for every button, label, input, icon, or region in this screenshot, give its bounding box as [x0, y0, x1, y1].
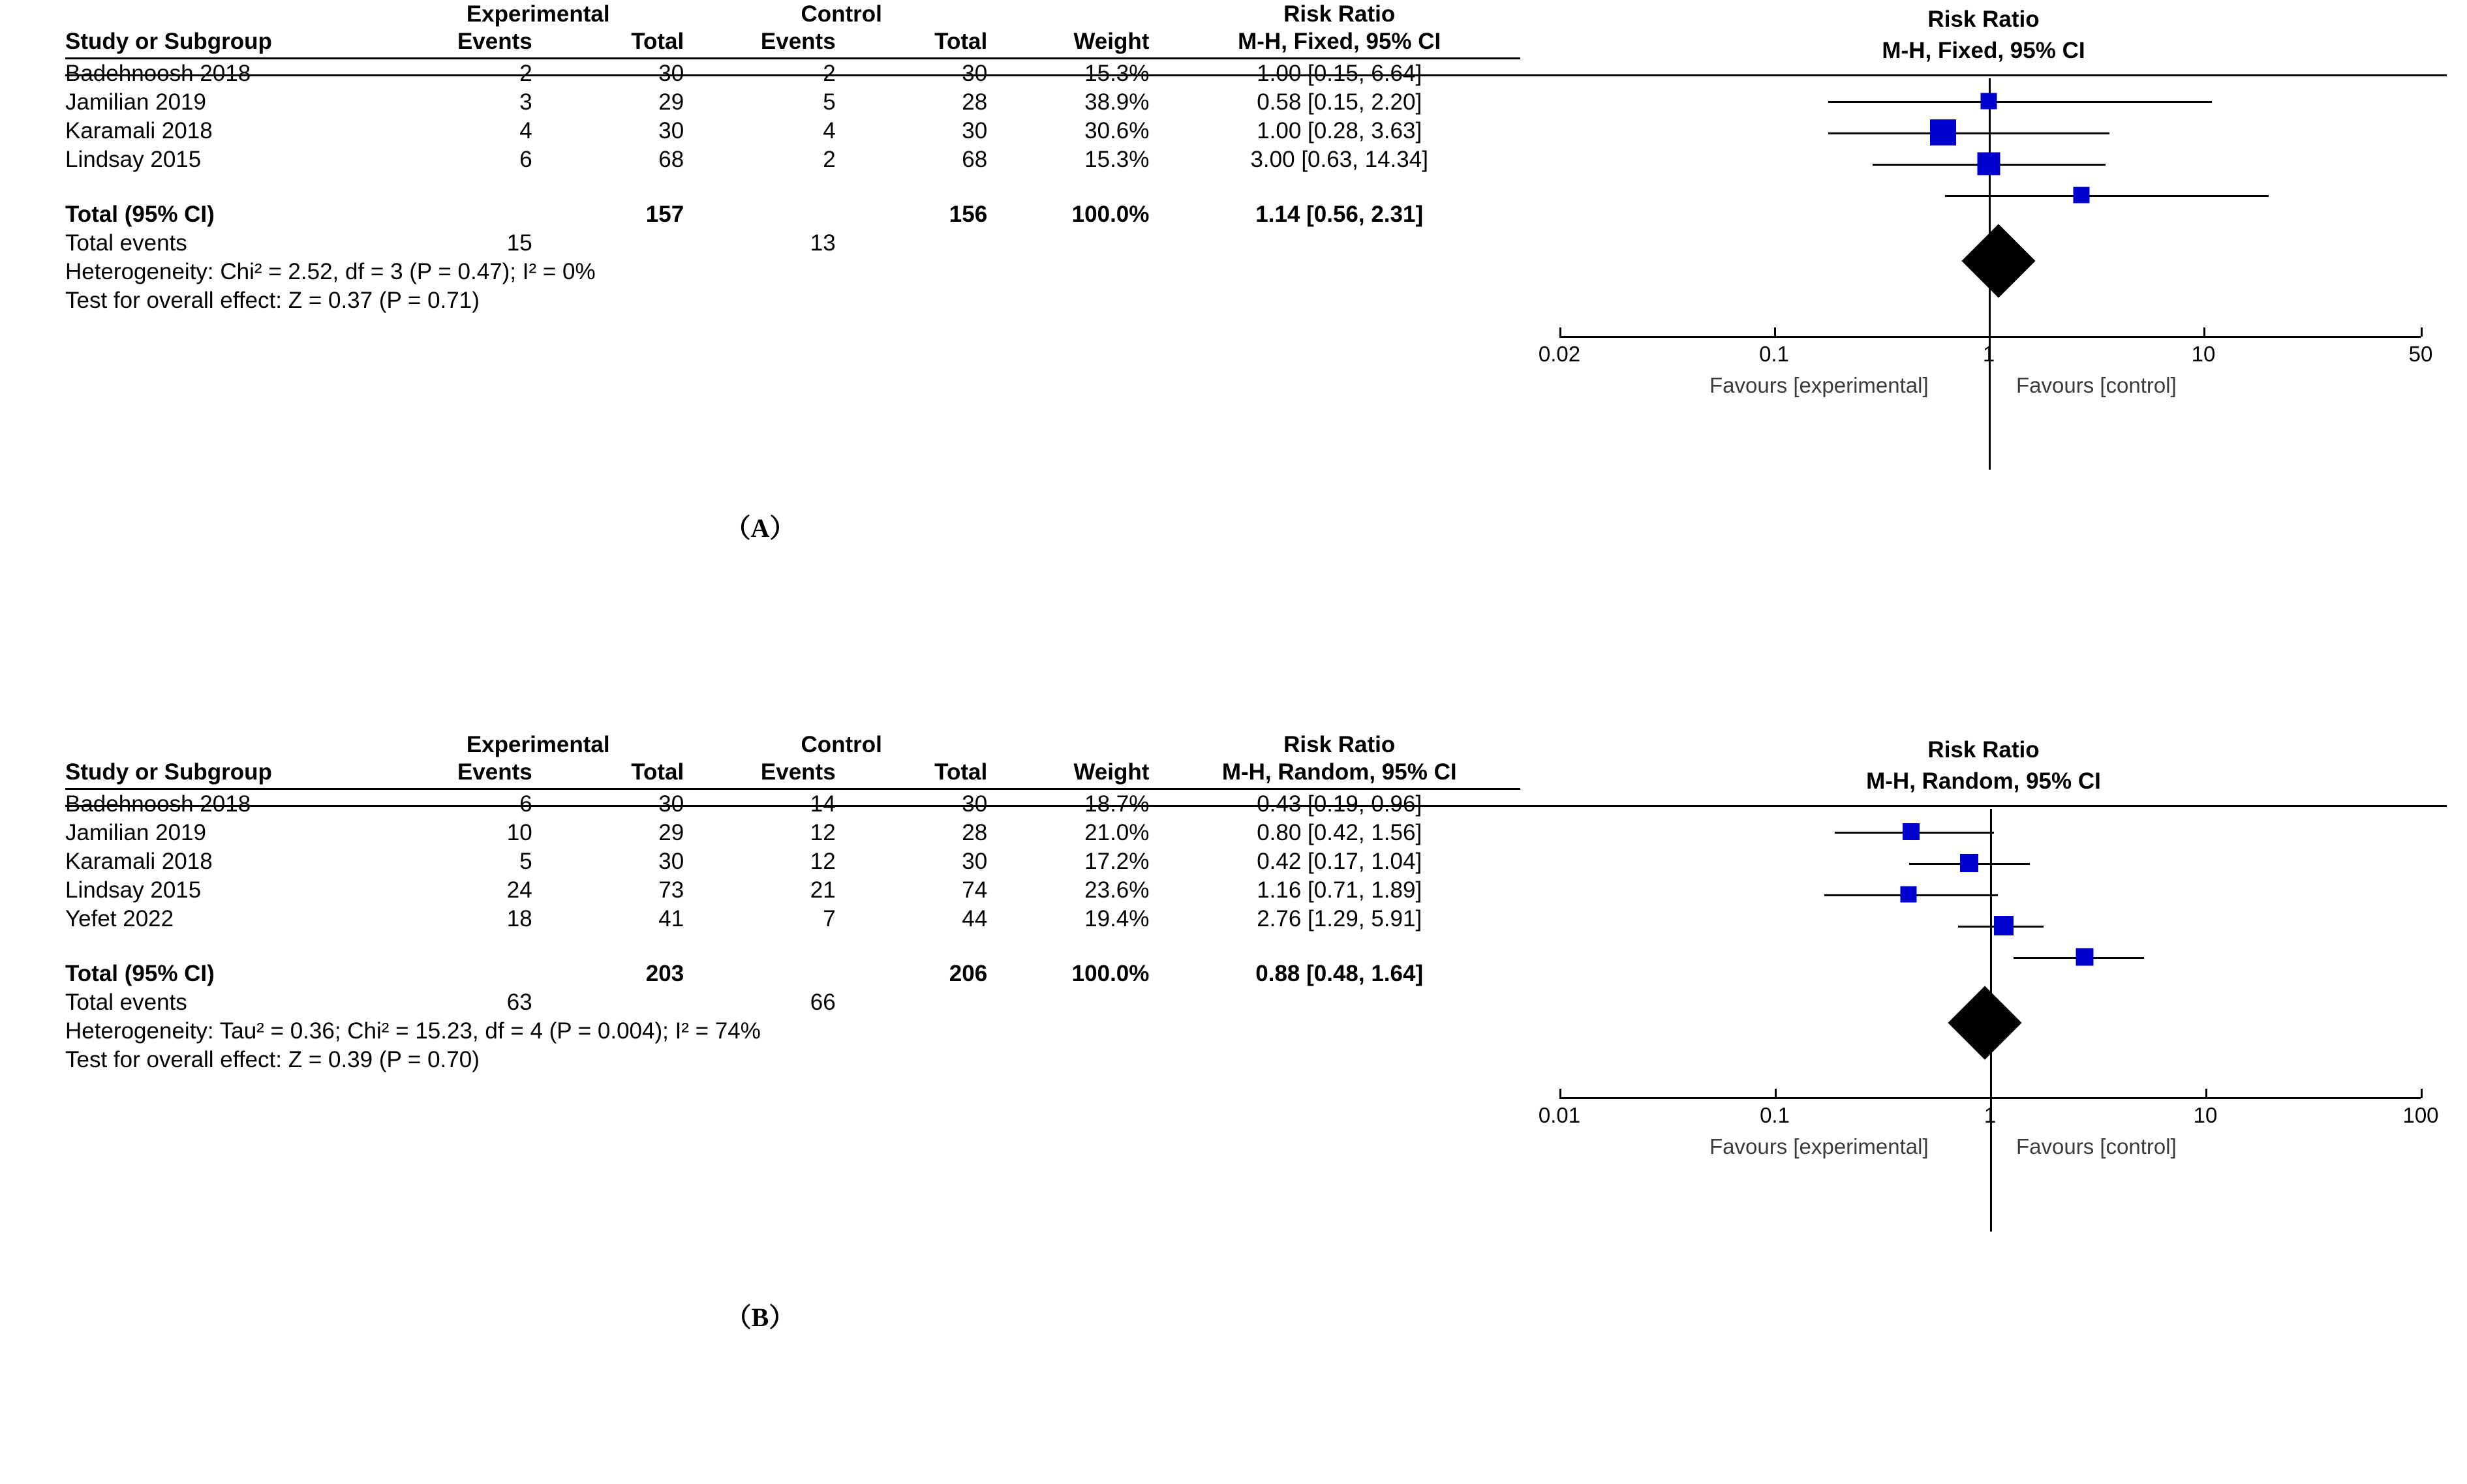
events-control: 12	[810, 820, 836, 845]
blank-cell	[999, 0, 1158, 27]
axis-tick	[2205, 1089, 2207, 1098]
study-name: Lindsay 2015	[65, 147, 202, 172]
total-experimental: 30	[658, 118, 684, 144]
total-events-label: Total events	[65, 990, 187, 1015]
total-control: 30	[962, 61, 988, 86]
events-experimental: 6	[519, 791, 532, 817]
weight: 15.3%	[1084, 147, 1150, 172]
weight: 17.2%	[1084, 849, 1150, 874]
col-total2-a: Total	[848, 27, 999, 59]
total-experimental: 30	[658, 849, 684, 874]
total-control: 74	[962, 877, 988, 903]
blank-cell	[848, 229, 999, 258]
blank-cell	[848, 988, 999, 1017]
total-effect-ci: 0.88 [0.48, 1.64]	[1255, 961, 1424, 986]
axis-tick-label: 0.01	[1538, 1103, 1581, 1127]
total-experimental: 73	[658, 877, 684, 903]
effect-ci: 1.00 [0.15, 6.64]	[1257, 61, 1422, 86]
effect-ci: 0.80 [0.42, 1.56]	[1257, 820, 1422, 845]
col-study-a: Study or Subgroup	[65, 27, 392, 59]
total-weight: 100.0%	[1071, 961, 1150, 986]
col-events2-b: Events	[696, 758, 847, 789]
graph-subtitle-b: M-H, Random, 95% CI	[1866, 768, 2101, 794]
blank-cell	[999, 731, 1158, 758]
total-events-label: Total events	[65, 230, 187, 256]
effect-box	[1903, 823, 1920, 840]
summary-diamond-a	[1961, 224, 2035, 297]
overall-effect-row-b	[65, 1046, 1520, 1074]
favours-control-b: Favours [control]	[2016, 1134, 2177, 1158]
table-row	[65, 905, 1520, 933]
blank-cell	[999, 988, 1158, 1017]
effect-ci: 1.16 [0.71, 1.89]	[1257, 877, 1422, 903]
total-effect-ci: 1.14 [0.56, 2.31]	[1255, 202, 1424, 227]
col-events1-b: Events	[392, 758, 544, 789]
axis-tick	[2421, 1089, 2423, 1098]
forest-graph-b	[1520, 731, 2447, 1370]
effect-box	[1994, 916, 2014, 935]
events-experimental: 2	[519, 61, 532, 86]
col-events2-a: Events	[696, 27, 847, 59]
axis-tick-label: 1	[1984, 1103, 1997, 1127]
table-row	[65, 789, 1520, 819]
total-events-experimental: 63	[506, 990, 532, 1015]
weight: 30.6%	[1084, 118, 1150, 144]
data-table-b	[65, 731, 1520, 1074]
ci-line	[1828, 101, 2212, 103]
table-row	[65, 59, 1520, 89]
total-control: 30	[962, 849, 988, 874]
blank-cell	[65, 731, 392, 758]
study-name: Lindsay 2015	[65, 877, 202, 903]
events-experimental: 18	[506, 906, 532, 931]
effect-title-b: Risk Ratio	[1283, 732, 1396, 757]
group-control-label: Control	[801, 732, 882, 757]
total-experimental: 41	[658, 906, 684, 931]
col-total2-b: Total	[848, 758, 999, 789]
axis-tick	[1774, 327, 1776, 337]
blank-cell	[544, 229, 696, 258]
table-row	[65, 876, 1520, 905]
ci-line	[1828, 132, 2109, 134]
total-events-control: 66	[810, 990, 836, 1015]
axis-tick-label: 100	[2402, 1103, 2439, 1127]
effect-box	[1981, 93, 1997, 110]
events-experimental: 5	[519, 849, 532, 874]
group-header-row-b	[65, 731, 1520, 758]
effect-ci: 3.00 [0.63, 14.34]	[1250, 147, 1428, 172]
total-events-row-b	[65, 988, 1520, 1017]
events-control: 21	[810, 877, 836, 903]
total-row-a	[65, 200, 1520, 229]
axis-tick	[2203, 327, 2205, 337]
total-control: 28	[962, 89, 988, 115]
study-name: Karamali 2018	[65, 849, 213, 874]
effect-ci: 2.76 [1.29, 5.91]	[1257, 906, 1422, 931]
total-control: 44	[962, 906, 988, 931]
total-experimental: 29	[658, 820, 684, 845]
weight: 23.6%	[1084, 877, 1150, 903]
effect-ci: 0.43 [0.19, 0.96]	[1257, 791, 1422, 817]
events-control: 12	[810, 849, 836, 874]
blank-cell	[65, 0, 392, 27]
total-experimental: 203	[645, 961, 684, 986]
events-control: 7	[823, 906, 836, 931]
effect-box	[1960, 854, 1978, 872]
total-experimental: 157	[645, 202, 684, 227]
forest-graph-a	[1520, 0, 2447, 574]
total-events-control: 13	[810, 230, 836, 256]
total-experimental: 30	[658, 61, 684, 86]
effect-box	[1901, 886, 1917, 903]
total-label: Total (95% CI)	[65, 202, 215, 227]
events-experimental: 10	[506, 820, 532, 845]
events-experimental: 6	[519, 147, 532, 172]
column-header-row-b	[65, 758, 1520, 789]
events-control: 4	[823, 118, 836, 144]
heterogeneity-text-a: Heterogeneity: Chi² = 2.52, df = 3 (P = 0.47); I² = 0%	[65, 259, 596, 284]
forest-plot-a	[0, 0, 2467, 574]
blank-cell	[999, 229, 1158, 258]
effect-ci: 0.42 [0.17, 1.04]	[1257, 849, 1422, 874]
header-rule-b	[65, 805, 2447, 807]
group-header-row-a	[65, 0, 1520, 27]
effect-title-a: Risk Ratio	[1283, 1, 1396, 27]
spacer-row	[65, 174, 1520, 200]
total-experimental: 30	[658, 791, 684, 817]
total-control: 68	[962, 147, 988, 172]
table-row	[65, 88, 1520, 117]
heterogeneity-row-a	[65, 258, 1520, 286]
study-name: Karamali 2018	[65, 118, 213, 144]
events-experimental: 3	[519, 89, 532, 115]
blank-cell	[696, 960, 847, 988]
blank-cell	[392, 200, 544, 229]
forest-plot-b	[0, 731, 2467, 1370]
axis-tick	[1990, 1089, 1992, 1098]
heterogeneity-row-b	[65, 1017, 1520, 1046]
panel-label-a: （A）	[724, 513, 796, 543]
blank-cell	[544, 988, 696, 1017]
summary-diamond-b	[1948, 986, 2021, 1059]
graph-title-a: Risk Ratio	[1927, 7, 2040, 32]
col-study-b: Study or Subgroup	[65, 758, 392, 789]
graph-title-b: Risk Ratio	[1927, 737, 2040, 763]
axis-tick	[1989, 327, 1991, 337]
total-weight: 100.0%	[1071, 202, 1150, 227]
column-header-row-a	[65, 27, 1520, 59]
axis-tick-label: 10	[2191, 342, 2216, 366]
effect-ci: 1.00 [0.28, 3.63]	[1257, 118, 1422, 144]
events-control: 2	[823, 61, 836, 86]
study-name: Badehnoosh 2018	[65, 791, 251, 817]
col-events1-a: Events	[392, 27, 544, 59]
col-effect-a: M-H, Fixed, 95% CI	[1158, 27, 1520, 59]
blank-cell	[1158, 229, 1520, 258]
col-weight-a: Weight	[999, 27, 1158, 59]
effect-box	[1978, 153, 2000, 175]
axis-tick	[2421, 327, 2423, 337]
heterogeneity-text-b: Heterogeneity: Tau² = 0.36; Chi² = 15.23, df = 4 (P = 0.004); I² = 74%	[65, 1018, 761, 1044]
axis-tick	[1559, 1089, 1561, 1098]
study-name: Yefet 2022	[65, 906, 174, 931]
total-events-row-a	[65, 229, 1520, 258]
data-table-a	[65, 0, 1520, 315]
blank-cell	[696, 200, 847, 229]
weight: 21.0%	[1084, 820, 1150, 845]
events-experimental: 4	[519, 118, 532, 144]
panel-label-b: （B）	[725, 1303, 795, 1332]
favours-experimental-a: Favours [experimental]	[1709, 373, 1929, 397]
total-experimental: 68	[658, 147, 684, 172]
table-row	[65, 819, 1520, 847]
study-name: Jamilian 2019	[65, 820, 206, 845]
table-row	[65, 117, 1520, 145]
col-total1-a: Total	[544, 27, 696, 59]
total-label: Total (95% CI)	[65, 961, 215, 986]
weight: 15.3%	[1084, 61, 1150, 86]
events-control: 2	[823, 147, 836, 172]
weight: 18.7%	[1084, 791, 1150, 817]
axis-tick-label: 1	[1982, 342, 1995, 366]
total-control: 30	[962, 118, 988, 144]
study-name: Jamilian 2019	[65, 89, 206, 115]
overall-effect-row-a	[65, 286, 1520, 315]
col-total1-b: Total	[544, 758, 696, 789]
total-control: 28	[962, 820, 988, 845]
axis-tick-label: 50	[2408, 342, 2433, 366]
blank-cell	[1158, 988, 1520, 1017]
blank-cell	[392, 960, 544, 988]
spacer-row	[65, 933, 1520, 960]
ci-line	[1945, 195, 2269, 197]
col-weight-b: Weight	[999, 758, 1158, 789]
group-experimental-label: Experimental	[466, 732, 610, 757]
effect-box	[2076, 948, 2094, 966]
header-rule-a	[65, 74, 2447, 76]
axis-tick-label: 0.1	[1760, 1103, 1790, 1127]
axis-tick	[1559, 327, 1561, 337]
table-row	[65, 145, 1520, 174]
group-control-label: Control	[801, 1, 882, 27]
favours-experimental-b: Favours [experimental]	[1709, 1134, 1929, 1158]
graph-subtitle-a: M-H, Fixed, 95% CI	[1882, 38, 2085, 63]
study-name: Badehnoosh 2018	[65, 61, 251, 86]
weight: 19.4%	[1084, 906, 1150, 931]
axis-tick-label: 0.1	[1759, 342, 1789, 366]
events-control: 5	[823, 89, 836, 115]
total-experimental: 29	[658, 89, 684, 115]
axis-tick	[1775, 1089, 1777, 1098]
effect-box	[1930, 119, 1956, 145]
total-row-b	[65, 960, 1520, 988]
total-control: 30	[962, 791, 988, 817]
overall-effect-text-a: Test for overall effect: Z = 0.37 (P = 0.71)	[65, 288, 480, 313]
table-row	[65, 847, 1520, 876]
group-experimental-label: Experimental	[466, 1, 610, 27]
favours-control-a: Favours [control]	[2016, 373, 2177, 397]
axis-tick-label: 0.02	[1538, 342, 1581, 366]
events-control: 14	[810, 791, 836, 817]
col-effect-b: M-H, Random, 95% CI	[1158, 758, 1520, 789]
overall-effect-text-b: Test for overall effect: Z = 0.39 (P = 0.70)	[65, 1047, 480, 1072]
axis-tick-label: 10	[2193, 1103, 2218, 1127]
total-control: 206	[949, 961, 988, 986]
total-events-experimental: 15	[506, 230, 532, 256]
events-experimental: 24	[506, 877, 532, 903]
effect-ci: 0.58 [0.15, 2.20]	[1257, 89, 1422, 115]
total-control: 156	[949, 202, 988, 227]
effect-box	[2074, 187, 2090, 204]
weight: 38.9%	[1084, 89, 1150, 115]
